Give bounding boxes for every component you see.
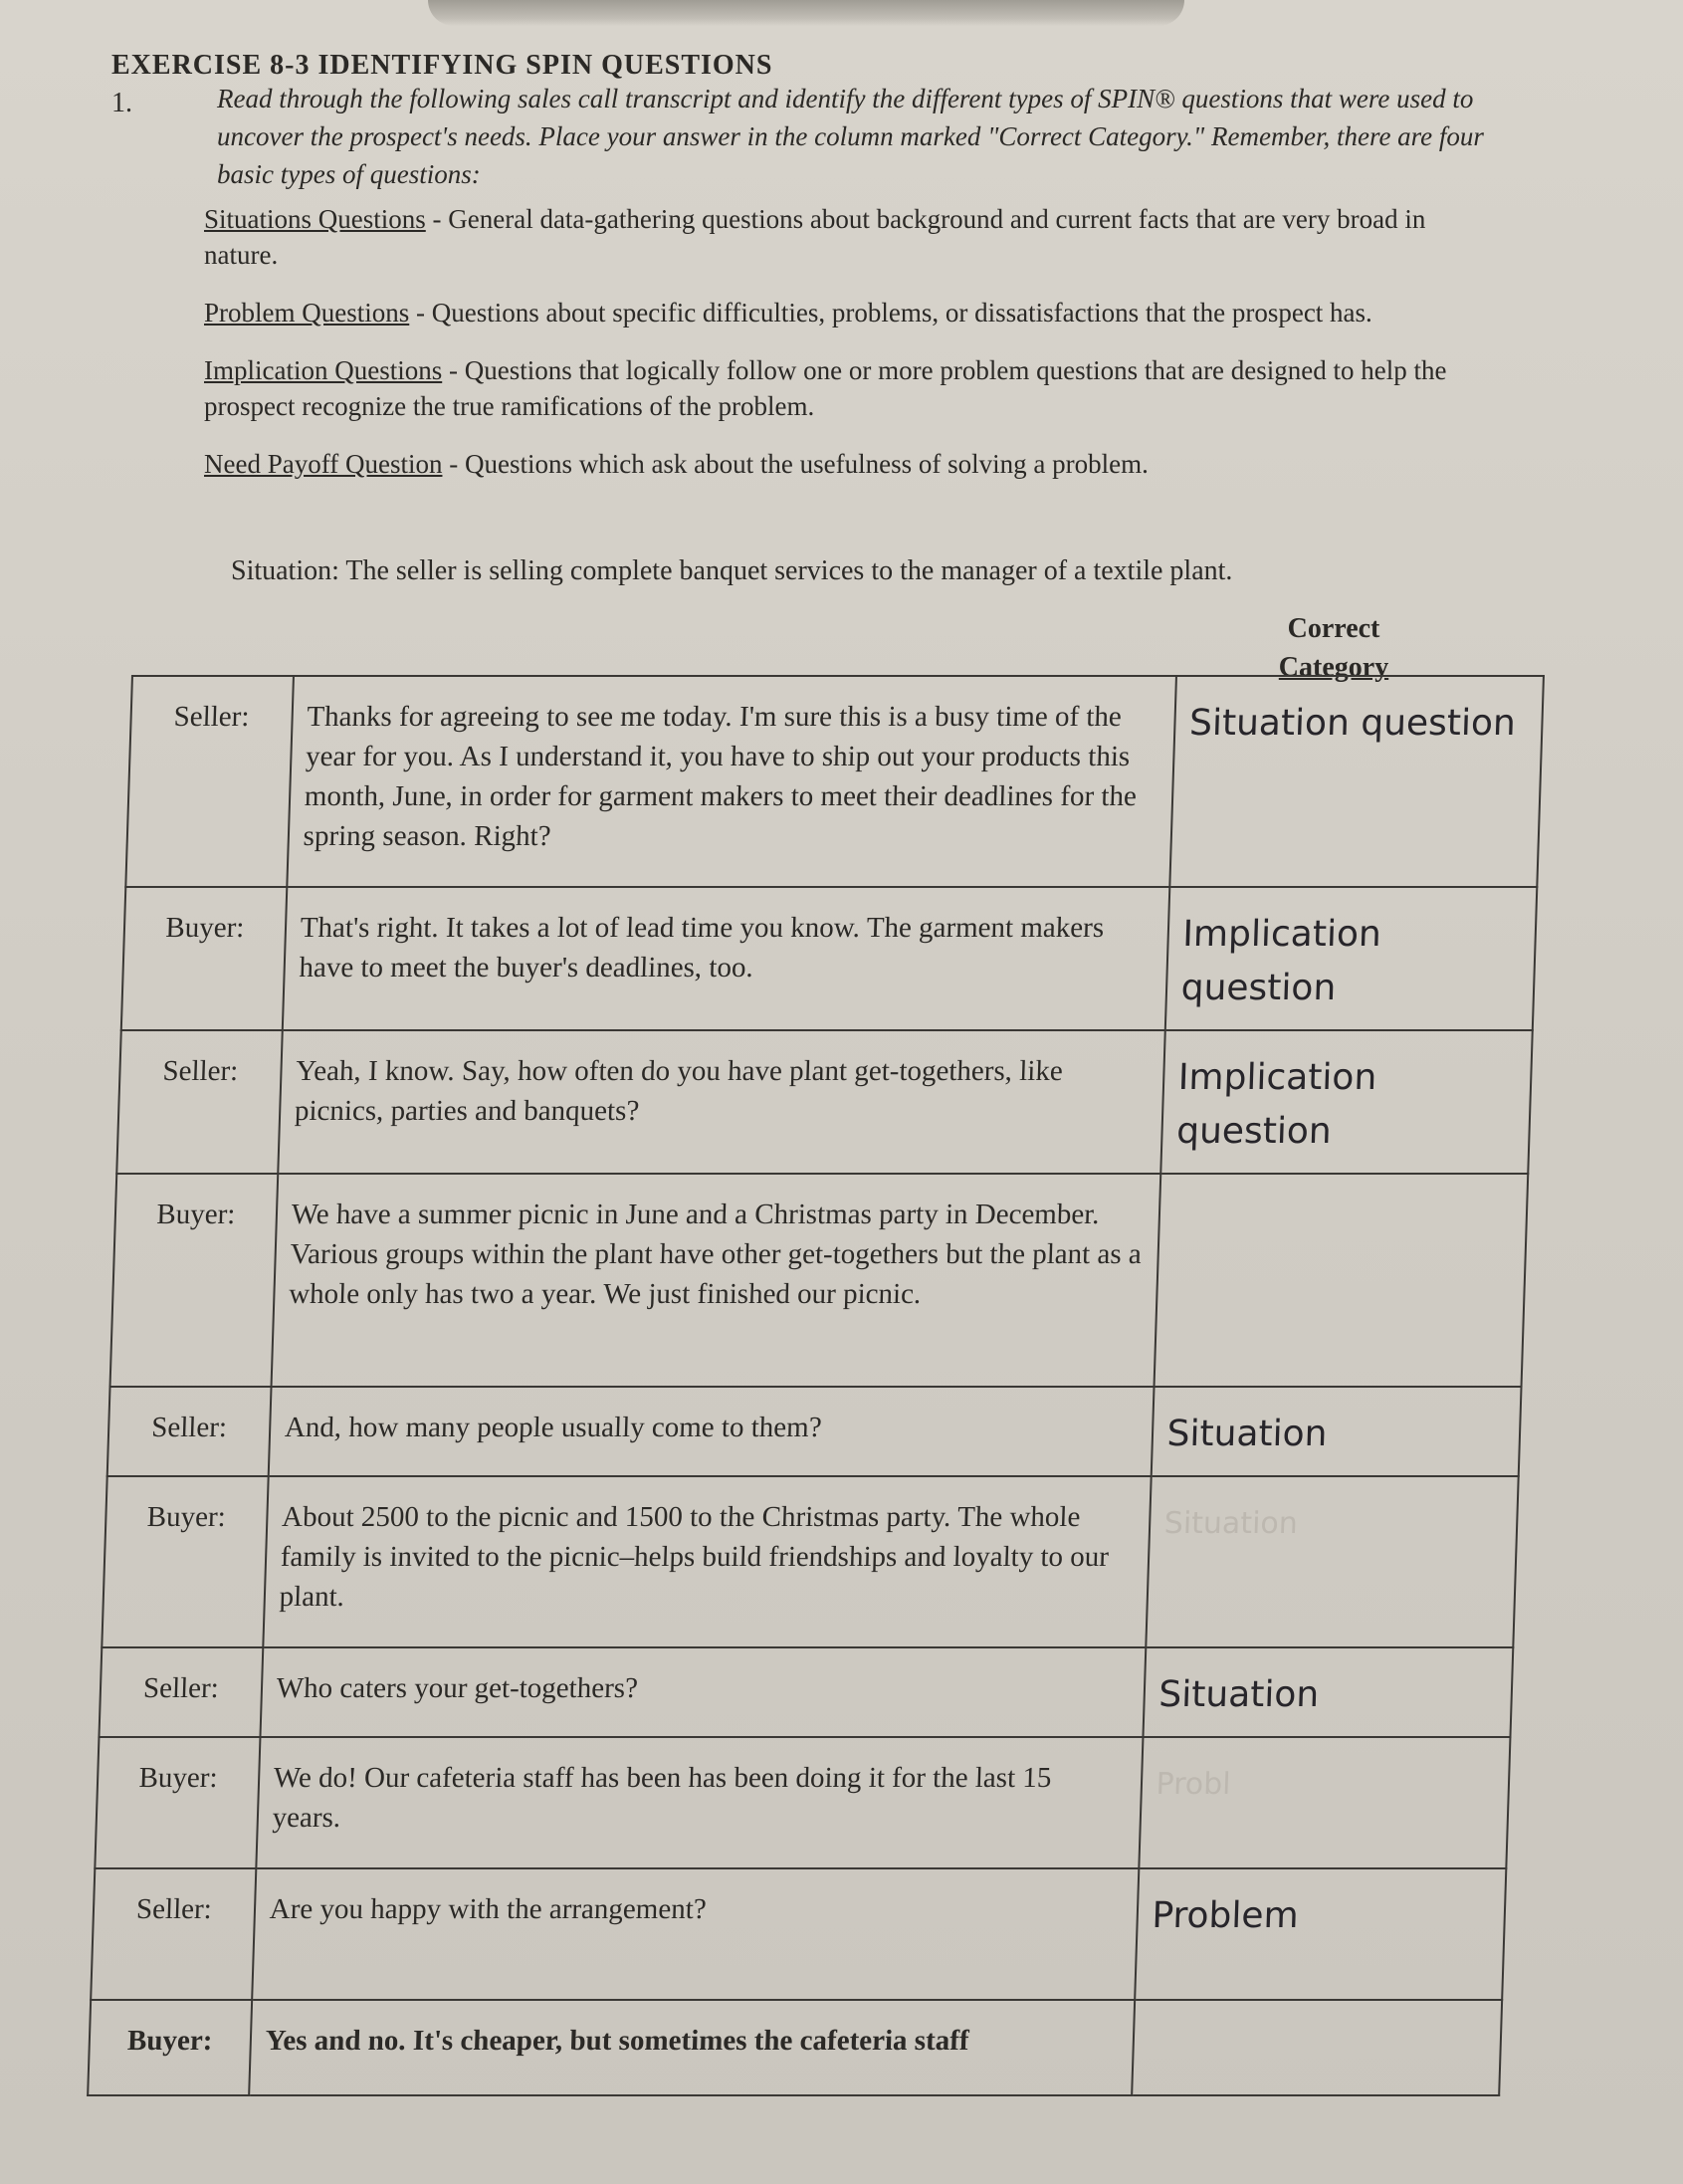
speaker-cell: Buyer: — [95, 1737, 260, 1868]
question-type-definitions — [204, 201, 1498, 504]
dialogue-cell: About 2500 to the picnic and 1500 to the Christmas party. The whole family is invited to the picnic–helps build friendships and loyalty to our plant. — [263, 1476, 1151, 1647]
definition-desc: - Questions that logically follow one or more problem questions that are designed to help the prospect recognize the true ramifications of the problem. — [204, 355, 1447, 421]
definition-desc: - Questions which ask about the usefulness of solving a problem. — [442, 449, 1149, 479]
answer-cell[interactable]: Implication question — [1160, 1030, 1533, 1174]
page-top-shadow — [428, 0, 1184, 26]
definition-need-payoff — [204, 446, 1498, 482]
answer-cell[interactable]: Implication question — [1164, 887, 1537, 1030]
instructions-text: Read through the following sales call transcript and identify the different types of SPIN® questions that were used to uncover the prospect's needs. Place your answer in the column marked "Correct Category." Remember, there are four basic types of questions: — [217, 84, 1484, 189]
speaker-cell: Buyer: — [110, 1174, 279, 1387]
speaker-cell: Seller: — [116, 1030, 282, 1174]
dialogue-cell: Are you happy with the arrangement? — [252, 1868, 1139, 2000]
table-row — [95, 1737, 1510, 1868]
situation-statement: Situation: The seller is selling complete banquet services to the manager of a textile plant. — [231, 555, 1233, 586]
definition-situation — [204, 201, 1498, 273]
speaker-cell: Seller: — [99, 1647, 263, 1737]
header-line-1: Correct — [1287, 613, 1380, 644]
answer-cell[interactable]: Situation — [1151, 1387, 1521, 1476]
dialogue-cell: Thanks for agreeing to see me today. I'm sure this is a busy time of the year for you. As I understand it, you have to ship out your products this month, June, in order for garment makers to meet their deadlines for the spring season. Right? — [287, 676, 1175, 887]
speaker-cell: Seller: — [91, 1868, 256, 2000]
item-number: 1. — [111, 88, 132, 118]
transcript-table — [87, 675, 1545, 2096]
dialogue-cell: That's right. It takes a lot of lead time you know. The garment makers have to meet the buyer's deadlines, too. — [283, 887, 1169, 1030]
exercise-title: EXERCISE 8-3 IDENTIFYING SPIN QUESTIONS — [111, 50, 773, 81]
table-row — [91, 1868, 1506, 2000]
dialogue-cell: We have a summer picnic in June and a Christmas party in December. Various groups within the plant have other get-togethers but the plant as a whole only has two a year. We just finished our picnic. — [271, 1174, 1160, 1387]
answer-cell[interactable]: Problem — [1135, 1868, 1507, 2000]
speaker-cell: Seller: — [107, 1387, 272, 1476]
table-row — [107, 1387, 1522, 1476]
speaker-cell: Buyer: — [121, 887, 287, 1030]
table-row — [102, 1476, 1518, 1647]
definition-implication — [204, 352, 1498, 424]
answer-cell[interactable]: Situation question — [1169, 676, 1544, 887]
table-row — [125, 676, 1544, 887]
definition-problem — [204, 295, 1498, 330]
definition-term: Problem Questions — [204, 298, 410, 328]
definition-term: Situations Questions — [204, 204, 426, 234]
table-row — [88, 2000, 1502, 2095]
dialogue-cell: And, how many people usually come to them? — [268, 1387, 1154, 1476]
definition-term: Need Payoff Question — [204, 449, 443, 479]
table-row — [99, 1647, 1513, 1737]
transcript-table-wrap — [85, 675, 1545, 2168]
definition-desc: - Questions about specific difficulties, problems, or dissatisfactions that the prospect has. — [409, 298, 1372, 328]
definition-term: Implication Questions — [204, 355, 443, 385]
speaker-cell: Buyer: — [88, 2000, 252, 2095]
speaker-cell: Buyer: — [102, 1476, 268, 1647]
answer-cell[interactable]: Probl — [1139, 1737, 1511, 1868]
definition-desc: - General data-gathering questions about background and current facts that are very broad in nature. — [204, 204, 1426, 270]
dialogue-cell: Yeah, I know. Say, how often do you have plant get-togethers, like picnics, parties and banquets? — [278, 1030, 1164, 1174]
dialogue-cell: We do! Our cafeteria staff has been has been doing it for the last 15 years. — [256, 1737, 1143, 1868]
answer-cell[interactable] — [1132, 2000, 1502, 2095]
header-line-2: Category — [1278, 652, 1389, 683]
dialogue-cell: Yes and no. It's cheaper, but sometimes the cafeteria staff — [249, 2000, 1135, 2095]
answer-cell[interactable]: Situation — [1143, 1647, 1513, 1737]
table-row — [116, 1030, 1533, 1174]
table-row — [121, 887, 1538, 1030]
dialogue-cell: Who caters your get-togethers? — [260, 1647, 1146, 1737]
speaker-cell: Seller: — [125, 676, 293, 887]
table-row — [110, 1174, 1529, 1387]
answer-cell[interactable] — [1154, 1174, 1528, 1387]
answer-cell[interactable]: Situation — [1146, 1476, 1519, 1647]
